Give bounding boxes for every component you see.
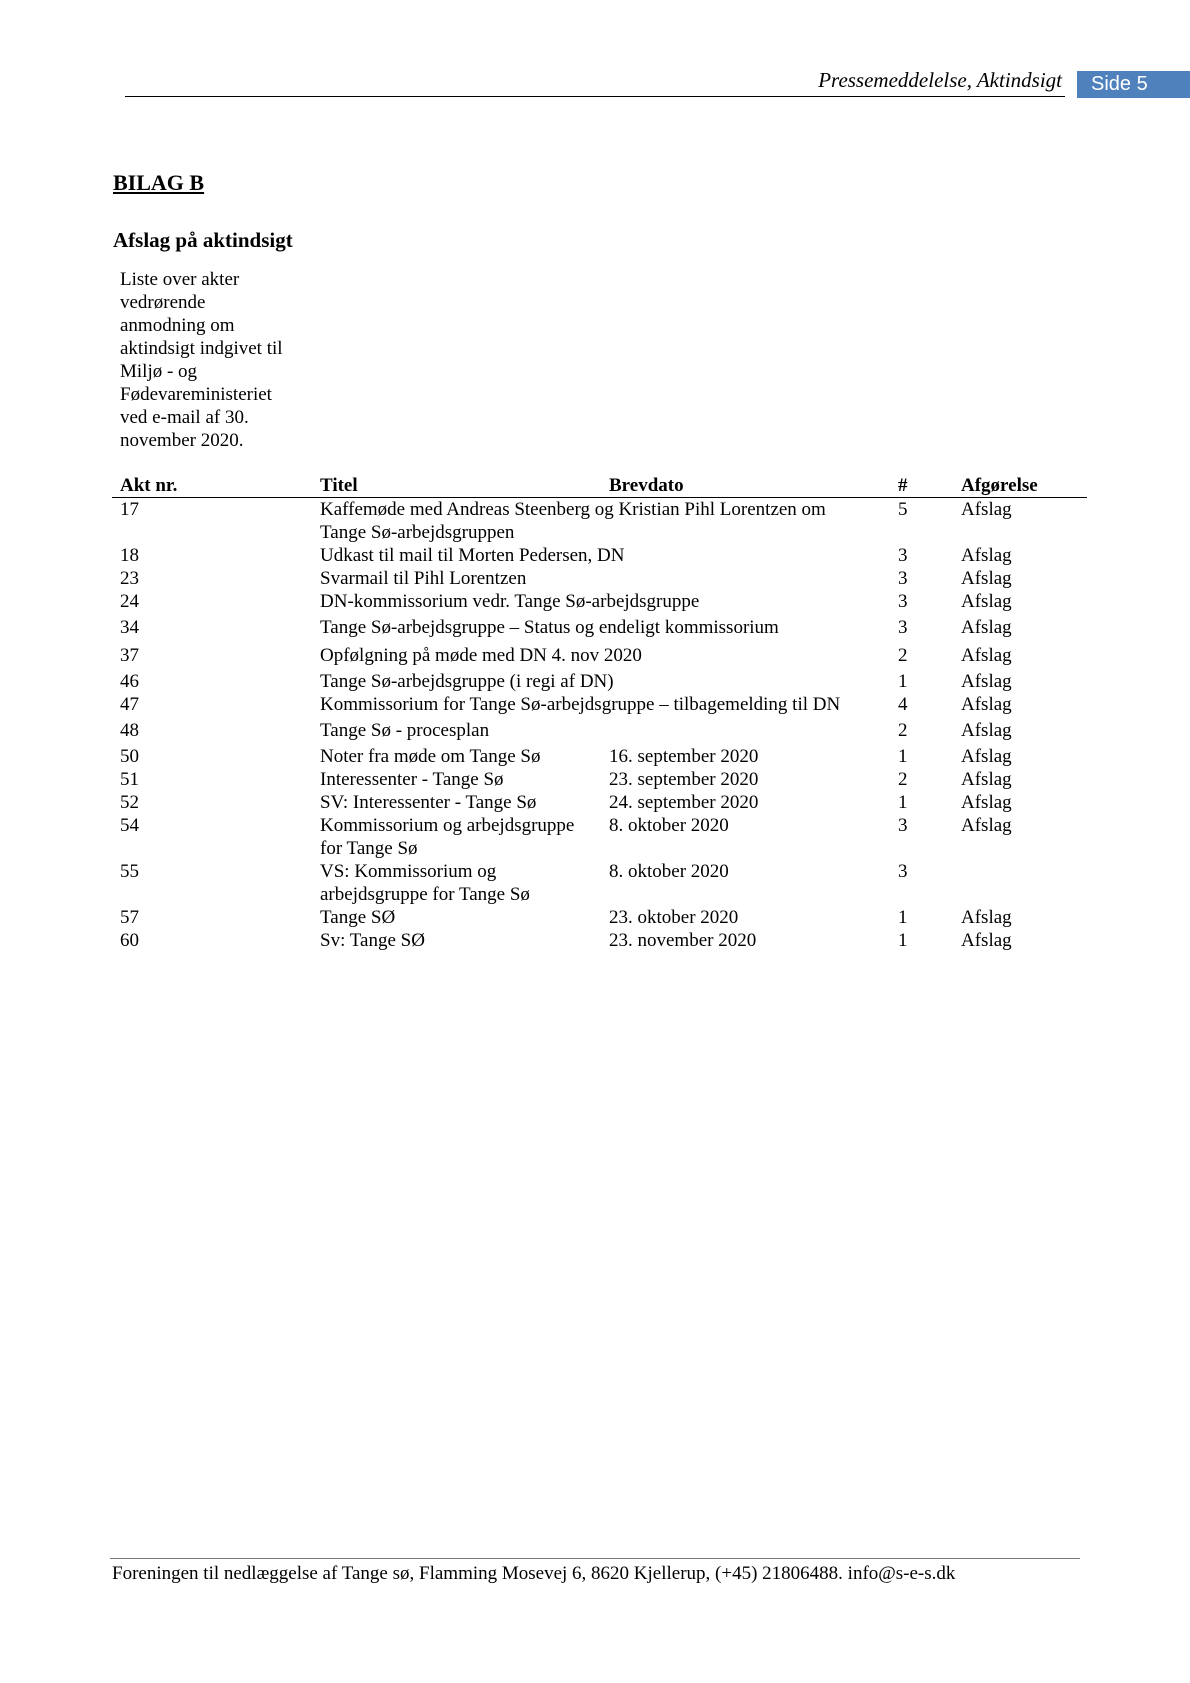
cell-titel-line: VS: Kommissorium og — [320, 861, 497, 882]
cell-akt-nr: 24 — [120, 591, 139, 612]
intro-line: ved e-mail af 30. — [120, 407, 249, 428]
cell-afgorelse: Afslag — [961, 769, 1012, 790]
cell-akt-nr: 17 — [120, 499, 139, 520]
table-row — [112, 906, 1087, 929]
footer-divider — [110, 1558, 1080, 1559]
cell-afgorelse: Afslag — [961, 499, 1012, 520]
table-row — [112, 745, 1087, 768]
intro-line: aktindsigt indgivet til — [120, 338, 283, 359]
cell-akt-nr: 54 — [120, 815, 139, 836]
table-row — [112, 693, 1087, 716]
cell-count: 2 — [898, 645, 908, 666]
table-row — [112, 814, 1087, 860]
intro-line: Fødevareministeriet — [120, 384, 272, 405]
cell-akt-nr: 34 — [120, 617, 139, 638]
cell-count: 4 — [898, 694, 908, 715]
cell-brevdato: 16. september 2020 — [609, 746, 759, 767]
cell-titel — [320, 929, 425, 952]
intro-text — [120, 268, 310, 452]
table-body — [112, 498, 1087, 952]
cell-titel-line: arbejdsgruppe for Tange Sø — [320, 884, 530, 905]
column-header-titel: Titel — [320, 475, 358, 496]
header-divider — [125, 96, 1065, 97]
cell-afgorelse: Afslag — [961, 645, 1012, 666]
cell-afgorelse: Afslag — [961, 746, 1012, 767]
cell-count: 1 — [898, 792, 908, 813]
table-row — [112, 644, 1087, 670]
cell-afgorelse: Afslag — [961, 545, 1012, 566]
cell-akt-nr: 48 — [120, 720, 139, 741]
cell-count: 3 — [898, 861, 908, 882]
cell-count: 2 — [898, 720, 908, 741]
cell-brevdato: 8. oktober 2020 — [609, 861, 729, 882]
cell-akt-nr: 47 — [120, 694, 139, 715]
cell-titel-line: Tange Sø-arbejdsgruppe – Status og endeligt kommissorium — [320, 617, 779, 638]
cell-afgorelse: Afslag — [961, 591, 1012, 612]
cell-brevdato: 24. september 2020 — [609, 792, 759, 813]
cell-titel — [320, 791, 536, 814]
cell-count: 3 — [898, 617, 908, 638]
cell-count: 1 — [898, 907, 908, 928]
cell-afgorelse: Afslag — [961, 568, 1012, 589]
cell-titel-line: Tange Sø - procesplan — [320, 720, 490, 741]
cell-titel-line: DN-kommissorium vedr. Tange Sø-arbejdsgruppe — [320, 591, 700, 612]
column-header-brevdato: Brevdato — [609, 475, 684, 496]
cell-count: 2 — [898, 769, 908, 790]
cell-titel-line: Tange Sø-arbejdsgruppe (i regi af DN) — [320, 671, 614, 692]
header-title: Pressemeddelelse, Aktindsigt — [818, 68, 1062, 92]
column-header-afgorelse: Afgørelse — [961, 475, 1038, 496]
cell-afgorelse: Afslag — [961, 792, 1012, 813]
table-header-row — [112, 474, 1087, 498]
cell-titel-line: for Tange Sø — [320, 838, 418, 859]
cell-akt-nr: 55 — [120, 861, 139, 882]
cell-titel-line: Tange SØ — [320, 907, 396, 928]
cell-titel — [320, 693, 840, 716]
intro-line: vedrørende — [120, 292, 206, 313]
table-row — [112, 929, 1087, 952]
cell-afgorelse: Afslag — [961, 815, 1012, 836]
cell-akt-nr: 50 — [120, 746, 139, 767]
table-row — [112, 616, 1087, 644]
cell-count: 3 — [898, 815, 908, 836]
cell-afgorelse: Afslag — [961, 617, 1012, 638]
cell-count: 3 — [898, 568, 908, 589]
cell-titel — [320, 906, 395, 929]
cell-afgorelse: Afslag — [961, 930, 1012, 951]
cell-count: 3 — [898, 591, 908, 612]
cell-titel-line: Kaffemøde med Andreas Steenberg og Kristian Pihl Lorentzen om — [320, 499, 826, 520]
cell-akt-nr: 23 — [120, 568, 139, 589]
cell-titel-line: Noter fra møde om Tange Sø — [320, 746, 541, 767]
cell-afgorelse: Afslag — [961, 671, 1012, 692]
cell-titel-line: Sv: Tange SØ — [320, 930, 425, 951]
column-header-count: # — [898, 475, 908, 496]
cell-akt-nr: 60 — [120, 930, 139, 951]
section-label: BILAG B — [113, 170, 205, 195]
cell-titel — [320, 567, 526, 590]
table-row — [112, 498, 1087, 544]
cell-count: 5 — [898, 499, 908, 520]
table-row — [112, 590, 1087, 613]
cell-count: 1 — [898, 930, 908, 951]
cell-titel — [320, 719, 489, 742]
cell-akt-nr: 18 — [120, 545, 139, 566]
cell-akt-nr: 37 — [120, 645, 139, 666]
column-header-akt: Akt nr. — [120, 475, 178, 496]
intro-line: november 2020. — [120, 430, 244, 451]
cell-titel-line: Svarmail til Pihl Lorentzen — [320, 568, 527, 589]
table-row — [112, 567, 1087, 590]
table-row — [112, 860, 1087, 906]
section-subtitle: Afslag på aktindsigt — [113, 228, 293, 252]
cell-titel — [320, 745, 540, 768]
cell-afgorelse: Afslag — [961, 694, 1012, 715]
table-row — [112, 719, 1087, 745]
cell-akt-nr: 46 — [120, 671, 139, 692]
cell-count: 1 — [898, 671, 908, 692]
cell-titel — [320, 768, 504, 791]
cell-titel — [320, 860, 530, 906]
cell-titel — [320, 644, 642, 667]
cell-titel-line: Udkast til mail til Morten Pedersen, DN — [320, 545, 625, 566]
cell-titel-line: Kommissorium og arbejdsgruppe — [320, 815, 575, 836]
cell-titel — [320, 498, 826, 544]
cell-brevdato: 23. september 2020 — [609, 769, 759, 790]
cell-count: 1 — [898, 746, 908, 767]
cell-titel-line: Opfølgning på møde med DN 4. nov 2020 — [320, 645, 642, 666]
cell-titel-line: Interessenter - Tange Sø — [320, 769, 504, 790]
table-row — [112, 768, 1087, 791]
cell-afgorelse: Afslag — [961, 907, 1012, 928]
cell-akt-nr: 52 — [120, 792, 139, 813]
cell-brevdato: 23. november 2020 — [609, 930, 757, 951]
table-row — [112, 791, 1087, 814]
cell-brevdato: 23. oktober 2020 — [609, 907, 739, 928]
cell-titel-line: Kommissorium for Tange Sø-arbejdsgruppe – tilbagemelding til DN — [320, 694, 841, 715]
cell-akt-nr: 51 — [120, 769, 139, 790]
cell-brevdato: 8. oktober 2020 — [609, 815, 729, 836]
cell-titel — [320, 590, 699, 613]
cell-titel-line: SV: Interessenter - Tange Sø — [320, 792, 537, 813]
footer-text: Foreningen til nedlæggelse af Tange sø, Flamming Mosevej 6, 8620 Kjellerup, (+45) 21806488. info@s-e-s.dk — [112, 1563, 956, 1584]
cell-count: 3 — [898, 545, 908, 566]
cell-titel — [320, 814, 574, 860]
cell-titel — [320, 670, 614, 693]
cell-akt-nr: 57 — [120, 907, 139, 928]
cell-titel — [320, 616, 779, 639]
page-number-badge: Side 5 — [1077, 71, 1190, 98]
intro-line: Miljø - og — [120, 361, 198, 382]
table-row — [112, 544, 1087, 567]
documents-table — [112, 474, 1087, 952]
cell-afgorelse: Afslag — [961, 720, 1012, 741]
table-row — [112, 670, 1087, 693]
intro-line: anmodning om — [120, 315, 235, 336]
cell-titel — [320, 544, 624, 567]
intro-line: Liste over akter — [120, 269, 240, 290]
cell-titel-line: Tange Sø-arbejdsgruppen — [320, 522, 515, 543]
